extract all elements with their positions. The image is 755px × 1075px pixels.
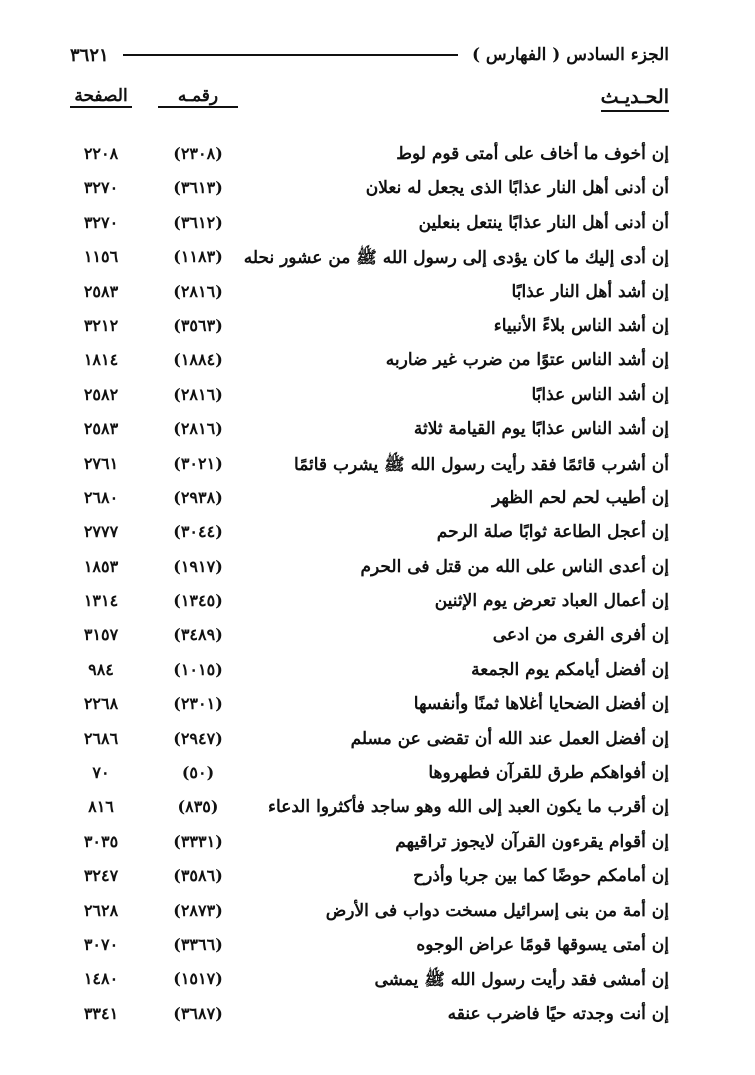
hadith-text: إن أفضل أيامكم يوم الجمعة (471, 659, 669, 680)
hadith-number: (٣٦١٢) (173, 212, 223, 232)
hadith-text: إن أفرى الفرى من ادعى (492, 625, 669, 646)
hadith-page: ٢٢٠٨ (83, 144, 119, 163)
hadith-page: ١٨٥٣ (83, 556, 119, 576)
hadith-page: ٧٠ (92, 763, 110, 783)
index-entry (70, 965, 669, 999)
hadith-number: (١٩١٧) (173, 556, 223, 576)
hadith-index-list (70, 140, 669, 1034)
index-entry (70, 656, 669, 690)
hadith-number: (٣٥٦٣) (173, 315, 223, 335)
hadith-text: إن أعدى الناس على الله من قتل فى الحرم (360, 556, 669, 577)
hadith-number: (٣٠٤٤) (173, 522, 223, 542)
hadith-text: إن أفضل العمل عند الله أن تقضى عن مسلم (350, 728, 669, 749)
hadith-page: ٣٠٧٠ (83, 934, 119, 954)
hadith-page: ٣٣٤١ (83, 1003, 119, 1023)
hadith-page: ٢٥٨٢ (83, 384, 119, 404)
hadith-number: (٣٣٦٦) (173, 934, 223, 954)
hadith-text: إن أشد الناس عتوًا من ضرب غير ضاربه (385, 350, 669, 371)
index-entry (70, 415, 669, 449)
hadith-text: إن أعجل الطاعة ثوابًا صلة الرحم (436, 522, 669, 543)
hadith-number: (٢٨٧٣) (173, 900, 223, 920)
hadith-number: (٢٩٣٨) (173, 487, 223, 507)
hadith-number: (١٣٤٥) (173, 591, 223, 611)
index-entry (70, 140, 669, 174)
page-number: ٣٦٢١ (70, 44, 109, 66)
column-header-page: الصفحة (70, 86, 132, 108)
hadith-text: إن أمشى فقد رأيت رسول الله ﷺ يمشى (374, 970, 669, 991)
hadith-page: ٢٦٢٨ (83, 900, 119, 920)
hadith-number: (٣٤٨٩) (173, 625, 223, 645)
hadith-page: ٢٦٨٦ (83, 728, 119, 748)
hadith-page: ١٤٨٠ (83, 969, 119, 989)
hadith-number: (٣٠٢١) (173, 453, 223, 473)
index-entry (70, 690, 669, 724)
hadith-text: إن أدى إليك ما كان يؤدى إلى رسول الله ﷺ من عشور نحله (243, 248, 669, 269)
hadith-number: (٢٩٤٧) (173, 728, 223, 748)
hadith-number: (٨٣٥) (177, 797, 219, 817)
hadith-number: (٢٣٠٨) (173, 144, 223, 163)
hadith-text: إن أعمال العباد تعرض يوم الإثنين (434, 591, 669, 612)
hadith-number: (٢٨١٦) (173, 384, 223, 404)
index-entry (70, 621, 669, 655)
hadith-page: ٢٥٨٣ (83, 281, 119, 301)
index-entry (70, 553, 669, 587)
index-entry (70, 484, 669, 518)
hadith-page: ٣٢٤٧ (83, 866, 119, 886)
hadith-page: ٢٧٦١ (83, 453, 119, 473)
hadith-number: (١٥١٧) (173, 969, 223, 989)
hadith-page: ١٣١٤ (83, 591, 119, 611)
hadith-text: إن أشد الناس بلاءً الأنبياء (493, 315, 669, 336)
index-entry (70, 725, 669, 759)
hadith-page: ٣٢١٢ (83, 315, 119, 335)
hadith-text: إن أفواهكم طرق للقرآن فطهروها (428, 763, 669, 784)
hadith-page: ٩٨٤ (88, 659, 114, 679)
hadith-number: (٢٨١٦) (173, 281, 223, 301)
hadith-page: ٢٢٦٨ (83, 694, 119, 714)
hadith-text: أن أشرب قائمًا فقد رأيت رسول الله ﷺ يشرب قائمًا (294, 454, 669, 475)
running-title: الجزء السادس ( الفهارس ) (471, 45, 669, 65)
hadith-page: ٢٦٨٠ (83, 487, 119, 507)
hadith-number: (٢٣٠١) (173, 694, 223, 714)
hadith-number: (١١٨٣) (173, 247, 223, 267)
hadith-number: (٣٥٨٦) (173, 866, 223, 886)
index-entry (70, 381, 669, 415)
index-entry (70, 346, 669, 380)
hadith-number: (٣٣٣١) (173, 831, 223, 851)
column-headers (70, 86, 669, 116)
index-entry (70, 897, 669, 931)
hadith-number: (١٨٨٤) (173, 350, 223, 370)
index-entry (70, 518, 669, 552)
index-entry (70, 1000, 669, 1034)
hadith-text: إن أخوف ما أخاف على أمتى قوم لوط (396, 144, 669, 164)
hadith-text: إن أفضل الضحايا أغلاها ثمنًا وأنفسها (413, 694, 669, 715)
hadith-page: ٣٠٣٥ (83, 831, 119, 851)
index-entry (70, 209, 669, 243)
hadith-page: ١١٥٦ (83, 247, 119, 267)
hadith-page: ٢٧٧٧ (83, 522, 119, 542)
index-entry (70, 793, 669, 827)
hadith-text: إن أمتى يسوقها قومًا عراض الوجوه (416, 934, 669, 955)
index-entry (70, 759, 669, 793)
hadith-text: إن أمة من بنى إسرائيل مسخت دواب فى الأرض (325, 900, 669, 921)
hadith-number: (٣٦١٣) (173, 178, 223, 198)
hadith-page: ٣٢٧٠ (83, 212, 119, 232)
hadith-text: إن أمامكم حوضًا كما بين جربا وأذرح (413, 866, 669, 887)
hadith-number: (٢٨١٦) (173, 419, 223, 439)
hadith-text: إن أشد أهل النار عذابًا (511, 281, 669, 302)
header-rule (123, 54, 458, 56)
hadith-page: ١٨١٤ (83, 350, 119, 370)
index-entry (70, 587, 669, 621)
hadith-number: (١٠١٥) (173, 659, 223, 679)
hadith-text: إن أقوام يقرءون القرآن لايجوز تراقيهم (395, 831, 669, 852)
hadith-text: أن أدنى أهل النار عذابًا الذى يجعل له نعلان (365, 178, 669, 199)
hadith-text: إن أطيب لحم لحم الظهر (492, 487, 669, 508)
hadith-text: إن أنت وجدته حيًا فاضرب عنقه (447, 1003, 669, 1024)
hadith-number: (٣٦٨٧) (173, 1003, 223, 1023)
hadith-text: إن أشد الناس عذابًا (531, 384, 669, 405)
running-header (70, 40, 669, 70)
index-entry (70, 931, 669, 965)
index-entry (70, 312, 669, 346)
hadith-page: ٨١٦ (88, 797, 114, 817)
hadith-number: (٥٠) (181, 763, 215, 783)
index-entry (70, 278, 669, 312)
hadith-page: ٣١٥٧ (83, 625, 119, 645)
index-entry (70, 828, 669, 862)
index-entry (70, 243, 669, 277)
hadith-text: إن أشد الناس عذابًا يوم القيامة ثلاثة (413, 419, 669, 440)
index-entry (70, 450, 669, 484)
hadith-text: إن أقرب ما يكون العبد إلى الله وهو ساجد فأكثروا الدعاء (268, 797, 669, 818)
hadith-page: ٢٥٨٣ (83, 419, 119, 439)
index-entry (70, 174, 669, 208)
hadith-page: ٣٢٧٠ (83, 178, 119, 198)
column-header-hadith: الحـديـث (601, 86, 669, 112)
hadith-text: أن أدنى أهل النار عذابًا ينتعل بنعلين (418, 212, 669, 233)
index-entry (70, 862, 669, 896)
column-header-number: رقمـه (158, 86, 238, 108)
